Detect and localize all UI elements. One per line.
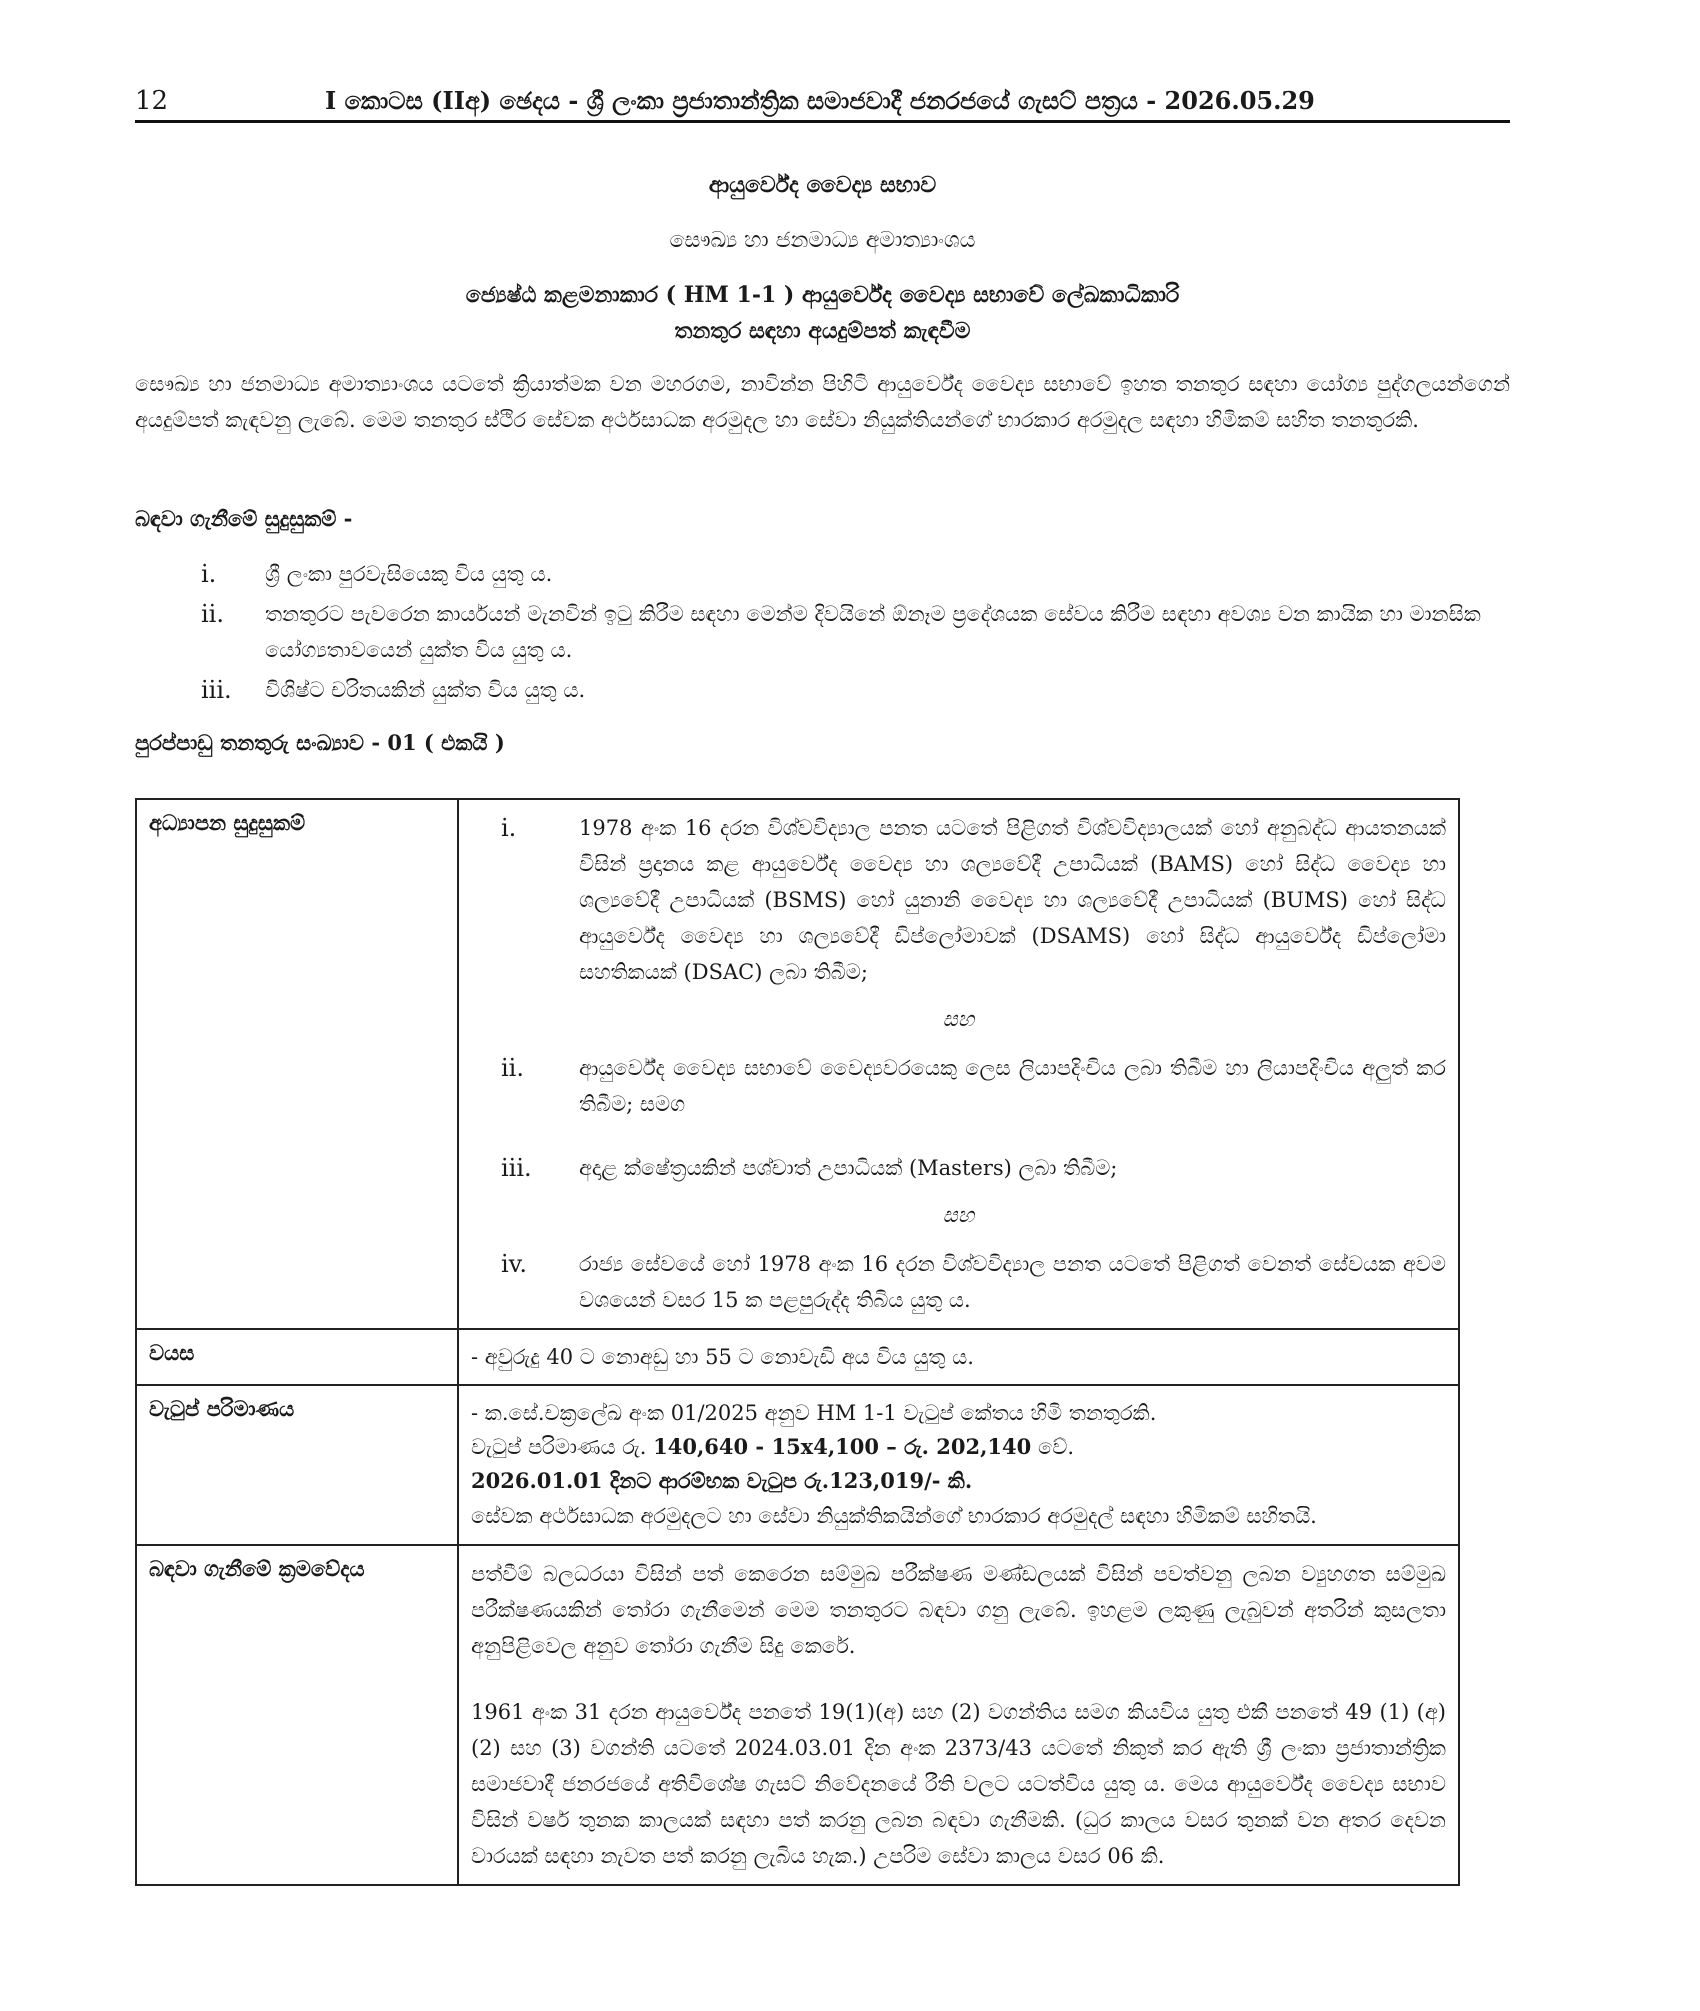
list-item-text: ශ්‍රී ලංකා පුරවැසියෙකු විය යුතු ය. [265,562,553,586]
salary-scale-line [471,1430,1446,1464]
education-item-number: ii. [501,1054,524,1082]
gazette-header-title: I කොටස (IIඅ) ඡෙදය - ශ්‍රී ලංකා ප්‍රජාතාන්ත්‍රික සමාජවාදී ජනරජයේ ගැසට් පත්‍රය - 2026.05.29 [325,86,1315,115]
requirements-table [135,798,1460,1886]
education-cell [458,799,1459,1329]
table-row [136,799,1459,1329]
education-item [471,1246,1446,1318]
list-item-number: ii. [201,600,224,628]
salary-scale-value: 140,640 - 15x4,100 – රු. 202,140 [653,1434,1032,1459]
education-item-text: රාජ්‍ය සේවයේ හෝ 1978 අංක 16 දරන විශ්වවිද්‍යාල පනත යටතේ පිළිගත් වෙනත් සේවයක අවම වශයෙන් වසර 15 ක පළපුරුද්ද තිබිය යුතු ය. [579,1252,1446,1312]
education-item-number: iii. [501,1154,532,1182]
salary-label: වැටුප් පරිමාණය [136,1385,458,1545]
spacer [471,1664,1446,1694]
conjunction-and: සහ [942,1203,975,1227]
eligibility-heading: බඳවා ගැනීමේ සුදුසුකම් - [135,506,353,531]
table-row [136,1385,1459,1545]
list-item-number: iii. [201,676,232,704]
council-heading: ආයුර්වේද වෛද්‍ය සභාව [708,172,937,198]
post-title-line1: ජ්‍යෙෂ්ඨ කළමනාකාර ( HM 1-1 ) ආයුර්වේද වෛද්‍ය සභාවේ ලේඛකාධිකාරි [465,282,1180,308]
spacer [471,1122,1446,1150]
method-paragraph-2: 1961 අංක 31 දරන ආයුර්වේද පනතේ 19(1)(අ) සහ (2) වගන්තිය සමග කියවිය යුතු එකී පනතේ 49 (1) (අ) (2) සහ (3) වගන්ති යටතේ 2024.03.01 දින අංක 2373/43 යටතේ නිකුත් කර ඇති ශ්‍රී ලංකා ප්‍රජාතාන්ත්‍රික සමාජවාදී ජනරජයේ අතිවිශේෂ ගැසට් නිවේදනයේ රීති වලට යටත්විය යුතු ය. මෙය ආයුර්වේද වෛද්‍ය සභාව විසින් වර්ෂ තුනක කාලයක් සඳහා පත් කරනු ලබන බඳවා ගැනීමකි. (ධුර කාලය වසර තුනක් වන අතර දෙවන වාරයක් සඳහා නැවත පත් කරනු ලැබිය හැක.) උපරිම සේවා කාලය වසර 06 කි. [471,1700,1446,1868]
list-item-number: i. [201,560,217,588]
method-paragraph-1: පත්වීම් බලධරයා විසින් පත් කෙරෙන සම්මුඛ පරීක්ෂණ මණ්ඩලයක් විසින් පවත්වනු ලබන ව්‍යුහගත සම්මුඛ පරීක්ෂණයකින් තෝරා ගැනීමෙන් මෙම තනතුරට බඳවා ගනු ලැබේ. ඉහළම ලකුණු ලැබුවන් අතරින් කුසලතා අනුපිළිවෙල අනුව තෝරා ගැනීම සිදු කෙරේ. [471,1562,1446,1658]
age-text: - අවුරුදු 40 ට නොඅඩු හා 55 ට නොවැඩි අය විය යුතු ය. [471,1345,974,1369]
eligibility-list [135,556,1510,712]
method-cell [458,1545,1459,1885]
education-item-text: 1978 අංක 16 දරන විශ්වවිද්‍යාල පනත යටතේ පිළිගත් විශ්වවිද්‍යාලයක් හෝ අනුබද්ධ ආයතනයක් විසින් ප්‍රදානය කළ ආයුර්වේද වෛද්‍ය හා ශල්‍යවේදී උපාධියක් (BAMS) හෝ සිද්ධ වෛද්‍ය හා ශල්‍යවේදී උපාධියක් (BSMS) හෝ යුනානි වෛද්‍ය හා ශල්‍යවේදී උපාධියක් (BUMS) හෝ සිද්ධ ආයුර්වේද වෛද්‍ය හා ශල්‍යවේදී ඩිප්ලෝමාවක් (DSAMS) හෝ සිද්ධ ආයුර්වේද ඩිප්ලෝමා සහතිකයක් (DSAC) ලබා තිබීම; [579,816,1446,984]
ministry-heading: සෞඛ්‍ය හා ජනමාධ්‍ය අමාත්‍යාංශය [669,228,976,253]
salary-scale-suffix: වේ. [1037,1435,1075,1459]
salary-cell [458,1385,1459,1545]
list-item [135,672,1510,708]
list-item [135,556,1510,592]
education-item [471,810,1446,990]
table-row [136,1329,1459,1385]
post-title-line2: තනතුර සඳහා අයදුම්පත් කැඳවීම [674,318,971,344]
age-cell [458,1329,1459,1385]
salary-code-line: - ක.සේ.චක්‍රලේඛ අංක 01/2025 අනුව HM 1-1 වැටුප් කේතය හිමි තනතුරකි. [471,1401,1157,1425]
education-item-number: iv. [501,1250,528,1278]
education-item [471,1050,1446,1122]
list-item-text: විශිෂ්ට චරිතයකින් යුක්ත විය යුතු ය. [265,678,586,702]
salary-benefits-line: සේවක අර්ථසාධක අරමුදලට හා සේවා නියුක්තිකයින්ගේ භාරකාර අරමුදල් සඳහා හිමිකම් සහිතයි. [471,1504,1317,1528]
education-label: අධ්‍යාපන සුදුසුකම් [136,799,458,1329]
education-item-text: අදාළ ක්ෂේත්‍රයකින් පශ්චාත් උපාධියක් (Masters) ලබා තිබීම; [579,1156,1118,1180]
starting-salary-line: 2026.01.01 දිනට ආරම්භක වැටුප රු.123,019/- කි. [471,1468,973,1493]
method-label: බඳවා ගැනීමේ ක්‍රමවේදය [136,1545,458,1885]
education-item-number: i. [501,814,517,842]
table-row [136,1545,1459,1885]
salary-scale-prefix: වැටුප් පරිමාණය රු. [471,1435,647,1459]
age-label: වයස [136,1329,458,1385]
list-item [135,596,1510,668]
page-number: 12 [135,86,169,116]
education-item [471,1150,1446,1186]
vacancies-count: පුරප්පාඩු තනතුරු සංඛ්‍යාව - 01 ( එකයි ) [135,730,505,755]
conjunction-and: සහ [942,1007,975,1031]
education-item-text: ආයුර්වේද වෛද්‍ය සභාවේ වෛද්‍යවරයෙකු ලෙස ලියාපදිංචිය ලබා තිබීම හා ලියාපදිංචිය අලුත් කර තිබීම; සමග [579,1056,1446,1116]
page-header [135,82,1510,123]
intro-paragraph: සෞඛ්‍ය හා ජනමාධ්‍ය අමාත්‍යාංශය යටතේ ක්‍රියාත්මක වන මහරගම, නාවින්න පිහිටි ආයුර්වේද වෛද්‍ය සභාවේ ඉහත තනතුර සඳහා යෝග්‍ය පුද්ගලයන්ගෙන් අයදුම්පත් කැඳවනු ලැබේ. මෙම තනතුර ස්ථිර සේවක අර්ථසාධක අරමුදල හා සේවා නියුක්තියන්ගේ භාරකාර අරමුදල සඳහා හිමිකම් සහිත තනතුරකි. [135,372,1510,432]
list-item-text: තනතුරට පැවරෙන කාර්යයන් මැනවින් ඉටු කිරීම සඳහා මෙන්ම දිවයිනේ ඕනෑම ප්‍රදේශයක සේවය කිරීම සඳහා අවශ්‍ය වන කායික හා මානසික යෝග්‍යතාවයෙන් යුක්ත විය යුතු ය. [265,602,1481,662]
